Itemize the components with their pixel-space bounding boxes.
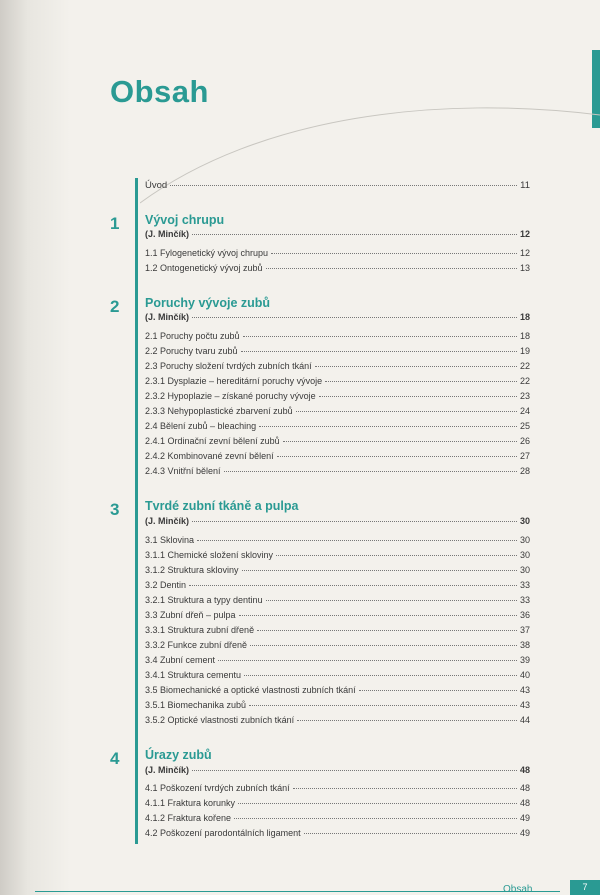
toc-entry-label: 3.5.2 Optické vlastnosti zubních tkání	[145, 715, 295, 725]
toc-entry[interactable]	[145, 331, 530, 342]
toc-entry-label: 4.1 Poškození tvrdých zubních tkání	[145, 783, 290, 793]
toc-entry-label: 2.3.3 Nehypoplastické zbarvení zubů	[145, 406, 293, 416]
toc-entry-label: 3.4.1 Struktura cementu	[145, 670, 242, 680]
toc-entry[interactable]	[145, 361, 530, 372]
toc-entry[interactable]	[145, 828, 530, 839]
toc-entry-page: 43	[519, 700, 530, 710]
toc-entry[interactable]	[145, 610, 530, 621]
dot-leader	[243, 336, 517, 337]
toc-entry-page: 30	[519, 516, 530, 526]
toc-entry-page: 43	[519, 685, 530, 695]
dot-leader	[197, 540, 517, 541]
toc-entry-author[interactable]	[145, 229, 530, 240]
toc-entry-page: 49	[519, 828, 530, 838]
toc-entry-intro[interactable]	[145, 180, 530, 191]
section-title[interactable]: Vývoj chrupu	[145, 213, 225, 227]
toc-entry[interactable]	[145, 466, 530, 477]
dot-leader	[239, 615, 517, 616]
section-author: (J. Minčík)	[145, 516, 190, 526]
toc-entry-page: 37	[519, 625, 530, 635]
dot-leader	[192, 317, 517, 318]
toc-entry-label: 4.1.2 Fraktura kořene	[145, 813, 232, 823]
toc-entry-label: 2.3.2 Hypoplazie – získané poruchy vývoje	[145, 391, 316, 401]
dot-leader	[170, 185, 517, 186]
section-number: 1	[110, 214, 120, 233]
dot-leader	[315, 366, 517, 367]
toc-entry-page: 12	[519, 248, 530, 258]
toc-entry[interactable]	[145, 406, 530, 417]
toc-entry-page: 39	[519, 655, 530, 665]
dot-leader	[276, 555, 517, 556]
toc-entry[interactable]	[145, 436, 530, 447]
toc-entry[interactable]	[145, 685, 530, 696]
toc-entry[interactable]	[145, 798, 530, 809]
section-author: (J. Minčík)	[145, 765, 190, 775]
toc-entry-page: 18	[519, 312, 530, 322]
toc-entry-label: 3.1.2 Struktura skloviny	[145, 565, 239, 575]
toc-entry-label: 3.5 Biomechanické a optické vlastnosti zubních tkání	[145, 685, 356, 695]
toc-entry-page: 48	[519, 783, 530, 793]
section-title[interactable]: Poruchy vývoje zubů	[145, 296, 271, 310]
section-number: 4	[110, 749, 120, 768]
toc-entry[interactable]	[145, 263, 530, 274]
toc-entry-page: 33	[519, 595, 530, 605]
toc-entry[interactable]	[145, 715, 530, 726]
footer-rule	[35, 891, 560, 892]
dot-leader	[271, 253, 517, 254]
toc-entry-page: 49	[519, 813, 530, 823]
dot-leader	[189, 585, 517, 586]
toc-entry-label: 2.3.1 Dysplazie – hereditární poruchy vývoje	[145, 376, 323, 386]
toc-entry-label: 3.3 Zubní dřeň – pulpa	[145, 610, 236, 620]
toc-entry-label: 2.1 Poruchy počtu zubů	[145, 331, 240, 341]
dot-leader	[319, 396, 517, 397]
toc-entry-page: 30	[519, 550, 530, 560]
toc-entry-page: 48	[519, 765, 530, 775]
toc-entry[interactable]	[145, 421, 530, 432]
toc-entry-page: 13	[519, 263, 530, 273]
toc-entry[interactable]	[145, 550, 530, 561]
toc-entry-label: 3.3.2 Funkce zubní dřeně	[145, 640, 248, 650]
section-number: 3	[110, 500, 120, 519]
toc-entry-label: 2.4.3 Vnitřní bělení	[145, 466, 221, 476]
toc-entry[interactable]	[145, 813, 530, 824]
toc-entry-label: 1.1 Fylogenetický vývoj chrupu	[145, 248, 269, 258]
toc-entry[interactable]	[145, 565, 530, 576]
toc-entry[interactable]	[145, 670, 530, 681]
toc-entry[interactable]	[145, 248, 530, 259]
toc-entry-page: 36	[519, 610, 530, 620]
toc-entry-page: 30	[519, 535, 530, 545]
toc-entry-page: 33	[519, 580, 530, 590]
dot-leader	[277, 456, 517, 457]
dot-leader	[244, 675, 517, 676]
toc-entry-page: 22	[519, 361, 530, 371]
toc-entry[interactable]	[145, 595, 530, 606]
toc-entry[interactable]	[145, 346, 530, 357]
dot-leader	[192, 770, 517, 771]
section-title[interactable]: Úrazy zubů	[145, 748, 212, 762]
toc-entry-label: 3.5.1 Biomechanika zubů	[145, 700, 247, 710]
toc-entry-page: 23	[519, 391, 530, 401]
toc-entry[interactable]	[145, 391, 530, 402]
toc-entry-label: 2.2 Poruchy tvaru zubů	[145, 346, 238, 356]
toc-entry[interactable]	[145, 700, 530, 711]
toc-accent-bar	[135, 178, 138, 844]
page-title: Obsah	[110, 74, 209, 109]
toc-entry-page: 25	[519, 421, 530, 431]
dot-leader	[192, 521, 517, 522]
section-author: (J. Minčík)	[145, 229, 190, 239]
section-number: 2	[110, 297, 120, 316]
dot-leader	[266, 268, 517, 269]
toc-entry-page: 18	[519, 331, 530, 341]
dot-leader	[238, 803, 517, 804]
toc-entry-author[interactable]	[145, 312, 530, 323]
toc-entry-page: 12	[519, 229, 530, 239]
toc-entry-label: 4.1.1 Fraktura korunky	[145, 798, 236, 808]
toc-entry-label: 2.3 Poruchy složení tvrdých zubních tkání	[145, 361, 312, 371]
section-author: (J. Minčík)	[145, 312, 190, 322]
toc-entry-label: 2.4 Bělení zubů – bleaching	[145, 421, 257, 431]
section-title[interactable]: Tvrdé zubní tkáně a pulpa	[145, 499, 299, 513]
dot-leader	[296, 411, 517, 412]
toc-entry-page: 28	[519, 466, 530, 476]
toc-entry-label: 1.2 Ontogenetický vývoj zubů	[145, 263, 263, 273]
dot-leader	[325, 381, 517, 382]
dot-leader	[283, 441, 517, 442]
toc-entry-page: 44	[519, 715, 530, 725]
toc-entry-page: 26	[519, 436, 530, 446]
page-gutter-shadow	[0, 0, 70, 895]
toc-entry-page: 11	[520, 180, 530, 191]
toc-entry-label: 2.4.1 Ordinační zevní bělení zubů	[145, 436, 280, 446]
dot-leader	[266, 600, 517, 601]
toc-entry-page: 19	[519, 346, 530, 356]
toc-entry-label: 3.2 Dentin	[145, 580, 187, 590]
footer-title: Obsah	[503, 884, 533, 895]
toc-entry-label: 3.1 Sklovina	[145, 535, 195, 545]
dot-leader	[293, 788, 517, 789]
dot-leader	[259, 426, 517, 427]
toc-entry-label: 3.2.1 Struktura a typy dentinu	[145, 595, 263, 605]
toc-entry-label: 4.2 Poškození parodontálních ligament	[145, 828, 301, 838]
toc-entry[interactable]	[145, 451, 530, 462]
dot-leader	[304, 833, 517, 834]
toc-entry[interactable]	[145, 655, 530, 666]
dot-leader	[224, 471, 517, 472]
toc-entry-page: 30	[519, 565, 530, 575]
toc-entry[interactable]	[145, 376, 530, 387]
dot-leader	[218, 660, 517, 661]
toc-entry-label: 2.4.2 Kombinované zevní bělení	[145, 451, 274, 461]
toc-entry-author[interactable]	[145, 516, 530, 527]
toc-entry-author[interactable]	[145, 765, 530, 776]
toc-entry[interactable]	[145, 580, 530, 591]
toc-entry[interactable]	[145, 535, 530, 546]
toc-entry-label: 3.4 Zubní cement	[145, 655, 216, 665]
dot-leader	[257, 630, 517, 631]
toc-entry-page: 22	[519, 376, 530, 386]
toc-entry-page: 27	[519, 451, 530, 461]
toc-entry-label: 3.3.1 Struktura zubní dřeně	[145, 625, 255, 635]
dot-leader	[242, 570, 517, 571]
toc-entry[interactable]	[145, 625, 530, 636]
toc-entry-page: 38	[519, 640, 530, 650]
dot-leader	[359, 690, 517, 691]
toc-entry-page: 48	[519, 798, 530, 808]
toc-entry-label: Úvod	[145, 180, 168, 191]
toc-entry-page: 24	[519, 406, 530, 416]
toc-entry-label: 3.1.1 Chemické složení skloviny	[145, 550, 274, 560]
dot-leader	[250, 645, 517, 646]
dot-leader	[234, 818, 517, 819]
toc-entry-page: 40	[519, 670, 530, 680]
toc-entry[interactable]	[145, 640, 530, 651]
dot-leader	[249, 705, 517, 706]
page-number: 7	[570, 880, 600, 895]
dot-leader	[297, 720, 517, 721]
dot-leader	[241, 351, 517, 352]
dot-leader	[192, 234, 517, 235]
toc-entry[interactable]	[145, 783, 530, 794]
